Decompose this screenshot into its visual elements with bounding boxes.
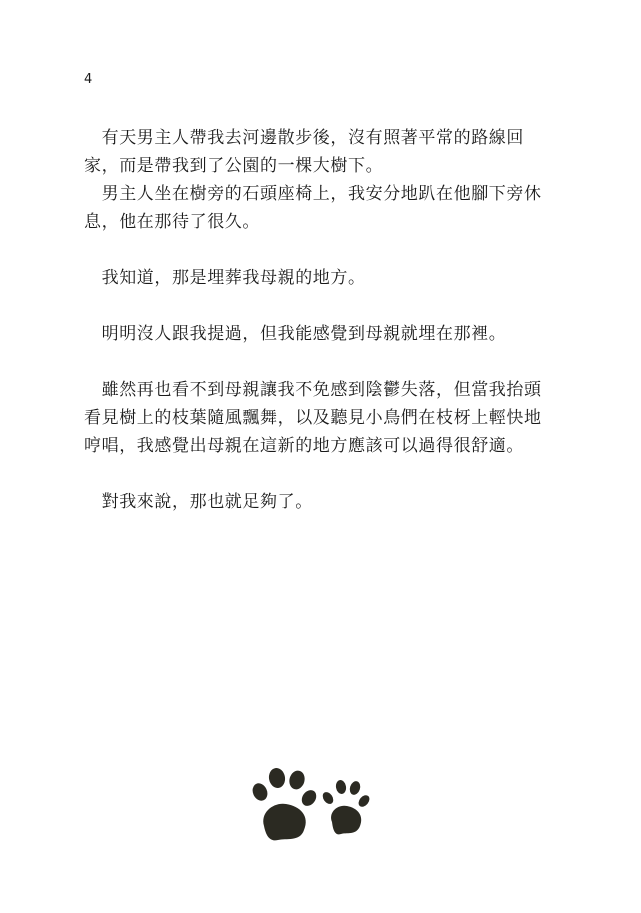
paragraph-3: 我知道，那是埋葬我母親的地方。: [84, 268, 366, 288]
paragraph-gap: [84, 292, 554, 320]
paragraph-5: 雖然再也看不到母親讓我不免感到陰鬱失落，但當我抬頭 看見樹上的枝葉隨風飄舞，以及聽見小鳥們在枝枒上輕快地 哼唱，我感覺出母親在這新的地方應該可以過得很舒適。: [84, 380, 542, 456]
paragraph-6: 對我來說，那也就足夠了。: [84, 492, 313, 512]
story-text: [84, 124, 554, 516]
paw-prints-icon: [246, 768, 374, 846]
paragraph-gap: [84, 460, 554, 488]
paragraph-2: 男主人坐在樹旁的石頭座椅上，我安分地趴在他腳下旁休 息，他在那待了很久。: [84, 184, 542, 232]
paragraph-gap: [84, 348, 554, 376]
paragraph-gap: [84, 236, 554, 264]
paragraph-4: 明明沒人跟我提過，但我能感覺到母親就埋在那裡。: [84, 324, 507, 344]
paragraph-1: 有天男主人帶我去河邊散步後，沒有照著平常的路線回 家，而是帶我到了公園的一棵大樹下。: [84, 128, 524, 176]
large-paw-print: [250, 768, 319, 840]
small-paw-print: [321, 779, 372, 834]
page-number: 4: [84, 72, 93, 87]
